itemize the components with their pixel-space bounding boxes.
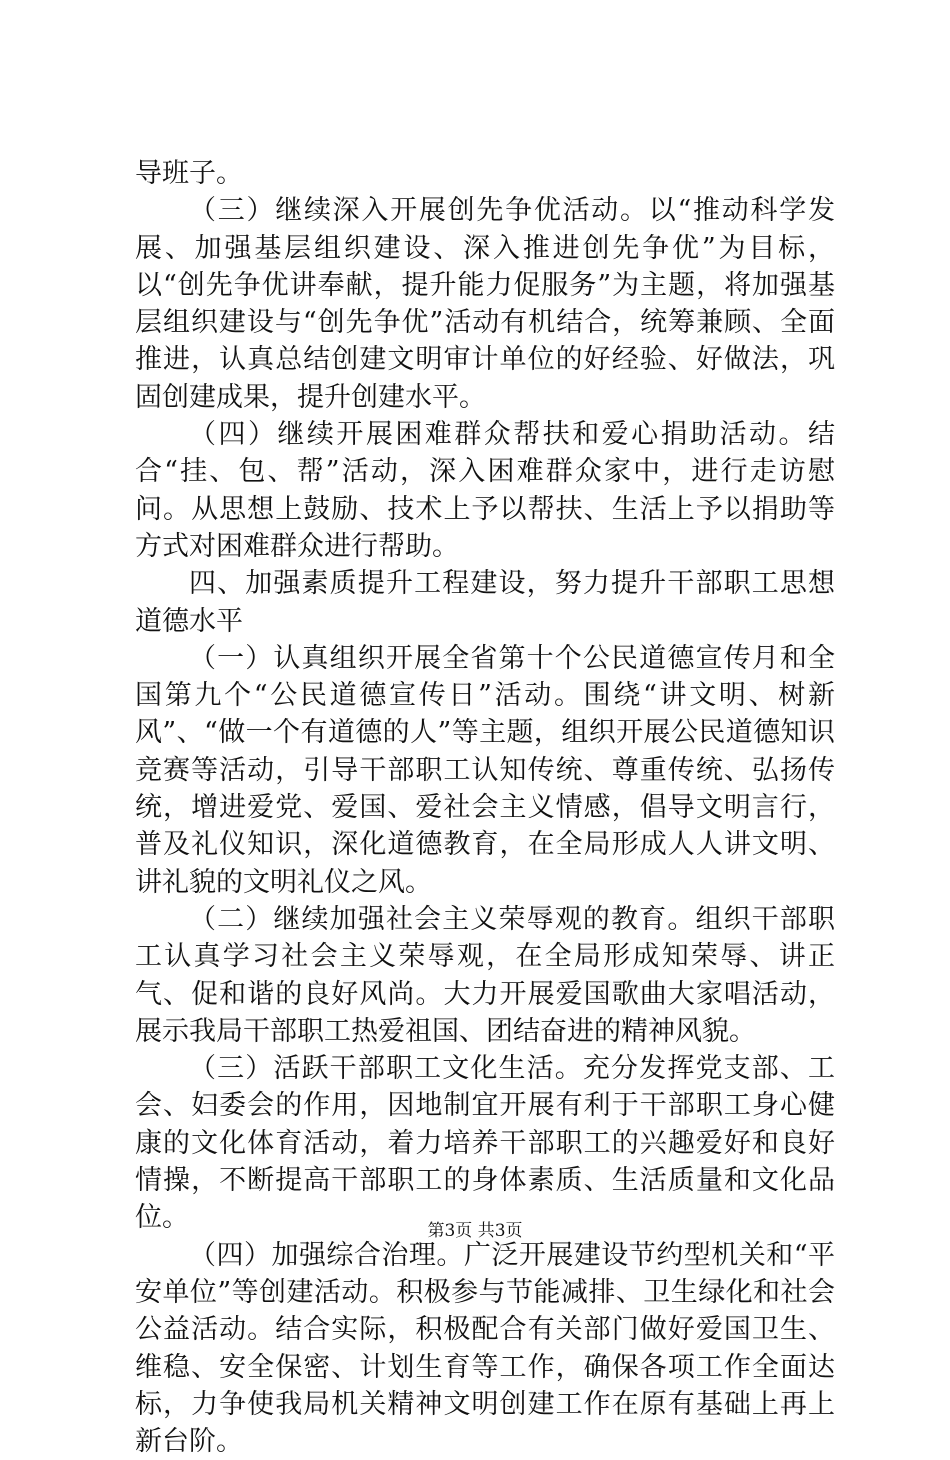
- paragraph-section4-item-two: （二）继续加强社会主义荣辱观的教育。组织干部职工认真学习社会主义荣辱观，在全局形成知荣辱、讲正气、促和谐的良好风尚。大力开展爱国歌曲大家唱活动，展示我局干部职工热爱祖国、团结奋进的精神风貌。: [135, 903, 835, 1047]
- page-footer: 第3页 共3页: [427, 1221, 523, 1241]
- section-heading-four: 四、加强素质提升工程建设，努力提升干部职工思想道德水平: [135, 568, 835, 637]
- paragraph-item-four: （四）继续开展困难群众帮扶和爱心捐助活动。结合“挂、包、帮”活动，深入困难群众家中，进行走访慰问。从思想上鼓励、技术上予以帮扶、生活上予以捐助等方式对困难群众进行帮助。: [135, 419, 835, 562]
- paragraph-item-three: （三）继续深入开展创先争优活动。以“推动科学发展、加强基层组织建设、深入推进创先争优”为目标，以“创先争优讲奉献，提升能力促服务”为主题，将加强基层组织建设与“创先争优”活动有机结合，统筹兼顾、全面推进，认真总结创建文明审计单位的好经验、好做法，巩固创建成果，提升创建水平。: [135, 195, 835, 413]
- paragraph-section4-item-one: （一）认真组织开展全省第十个公民道德宣传月和全国第九个“公民道德宣传日”活动。围绕“讲文明、树新风”、“做一个有道德的人”等主题，组织开展公民道德知识竞赛等活动，引导干部职工认知传统、尊重传统、弘扬传统，增进爱党、爱国、爱社会主义情感，倡导文明言行，普及礼仪知识，深化道德教育，在全局形成人人讲文明、讲礼貌的文明礼仪之风。: [135, 642, 835, 898]
- document-body: [135, 155, 835, 1460]
- paragraph-section4-item-three: （三）活跃干部职工文化生活。充分发挥党支部、工会、妇委会的作用，因地制宜开展有利于干部职工身心健康的文化体育活动，着力培养干部职工的兴趣爱好和良好情操，不断提高干部职工的身体素质、生活质量和文化品位。: [135, 1053, 835, 1234]
- paragraph-continuation: 导班子。: [135, 158, 243, 189]
- paragraph-section4-item-four: （四）加强综合治理。广泛开展建设节约型机关和“平安单位”等创建活动。积极参与节能减排、卫生绿化和社会公益活动。结合实际，积极配合有关部门做好爱国卫生、维稳、安全保密、计划生育等工作，确保各项工作全面达标，力争使我局机关精神文明创建工作在原有基础上再上新台阶。: [135, 1239, 835, 1458]
